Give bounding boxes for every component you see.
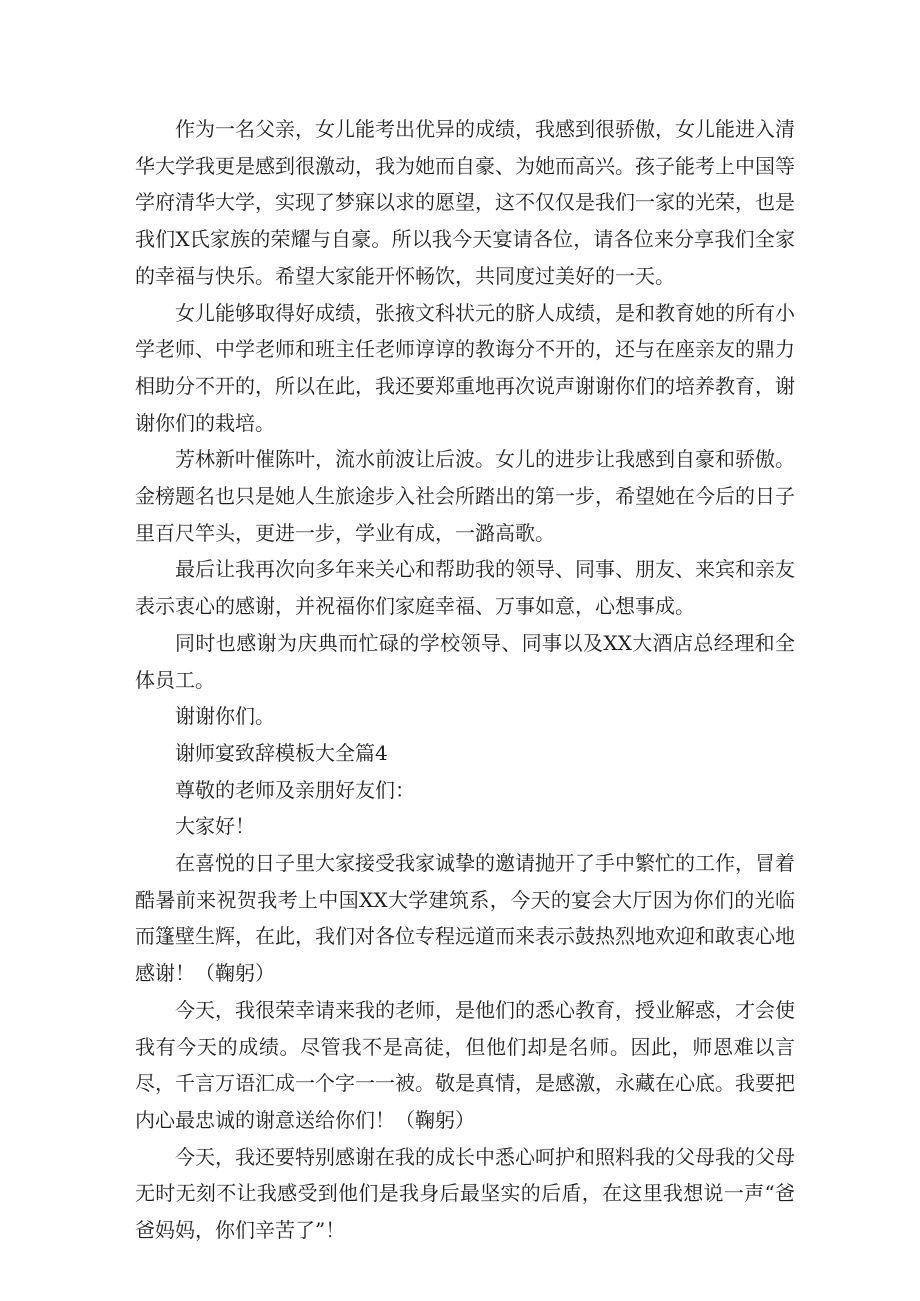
- paragraph-welcome: 在喜悦的日子里大家接受我家诚挚的邀请抛开了手中繁忙的工作，冒着酷暑前来祝贺我考上中国XX大学建筑系，今天的宴会大厅因为你们的光临而篷壁生辉，在此，我们对各位专程远道而来表示鼓热烈地欢迎和敢衷心地感谢！（鞠躬）: [135, 851, 795, 986]
- salutation: 尊敬的老师及亲朋好友们：: [175, 777, 415, 802]
- document-body: [135, 111, 795, 1249]
- section-heading: 谢师宴致辞模板大全篇4: [175, 740, 388, 765]
- paragraph-teachers: 今天，我很荣幸请来我的老师，是他们的悉心教育，授业解惑，才会使我有今天的成绩。尽管我不是高徒，但他们却是名师。因此，师恩难以言尽，千言万语汇成一个字一一被。敬是真情，是感激，永藏在心底。我要把内心最忠诚的谢意送给你们！（鞠躬）: [135, 997, 795, 1132]
- greeting: 大家好！: [175, 814, 255, 839]
- paragraph-staff-thanks: 同时也感谢为庆典而忙碌的学校领导、同事以及XX大酒店总经理和全体员工。: [135, 630, 795, 692]
- paragraph-final-thanks: 最后让我再次向多年来关心和帮助我的领导、同事、朋友、来宾和亲友表示衷心的感谢，并祝福你们家庭幸福、万事如意，心想事成。: [135, 557, 795, 619]
- paragraph-father-pride: 作为一名父亲，女儿能考出优异的成绩，我感到很骄傲，女儿能进入清华大学我更是感到很激动，我为她而自豪、为她而高兴。孩子能考上中国等学府清华大学，实现了梦寐以求的愿望，这不仅仅是我们一家的光荣，也是我们X氏家族的荣耀与自豪。所以我今天宴请各位，请各位来分享我们全家的幸福与快乐。希望大家能开怀畅饮，共同度过美好的一天。: [135, 117, 795, 288]
- paragraph-progress: 芳林新叶催陈叶，流水前波让后波。女儿的进步让我感到自豪和骄傲。金榜题名也只是她人生旅途步入社会所踏出的第一步，希望她在今后的日子里百尺竿头，更进一步，学业有成，一潞高歌。: [135, 447, 795, 545]
- paragraph-parents: 今天，我还要特别感谢在我的成长中悉心呵护和照料我的父母我的父母无时无刻不让我感受到他们是我身后最坚实的后盾，在这里我想说一声“爸爸妈妈，你们辛苦了”！: [135, 1144, 795, 1243]
- paragraph-teachers-thanks: 女儿能够取得好成绩，张掖文科状元的脐人成绩，是和教育她的所有小学老师、中学老师和班主任老师谆谆的教诲分不开的，还与在座亲友的鼎力相助分不开的，所以在此，我还要郑重地再次说声谢谢你们的培养教育，谢谢你们的栽培。: [135, 300, 795, 435]
- paragraph-thank-you: 谢谢你们。: [175, 704, 275, 729]
